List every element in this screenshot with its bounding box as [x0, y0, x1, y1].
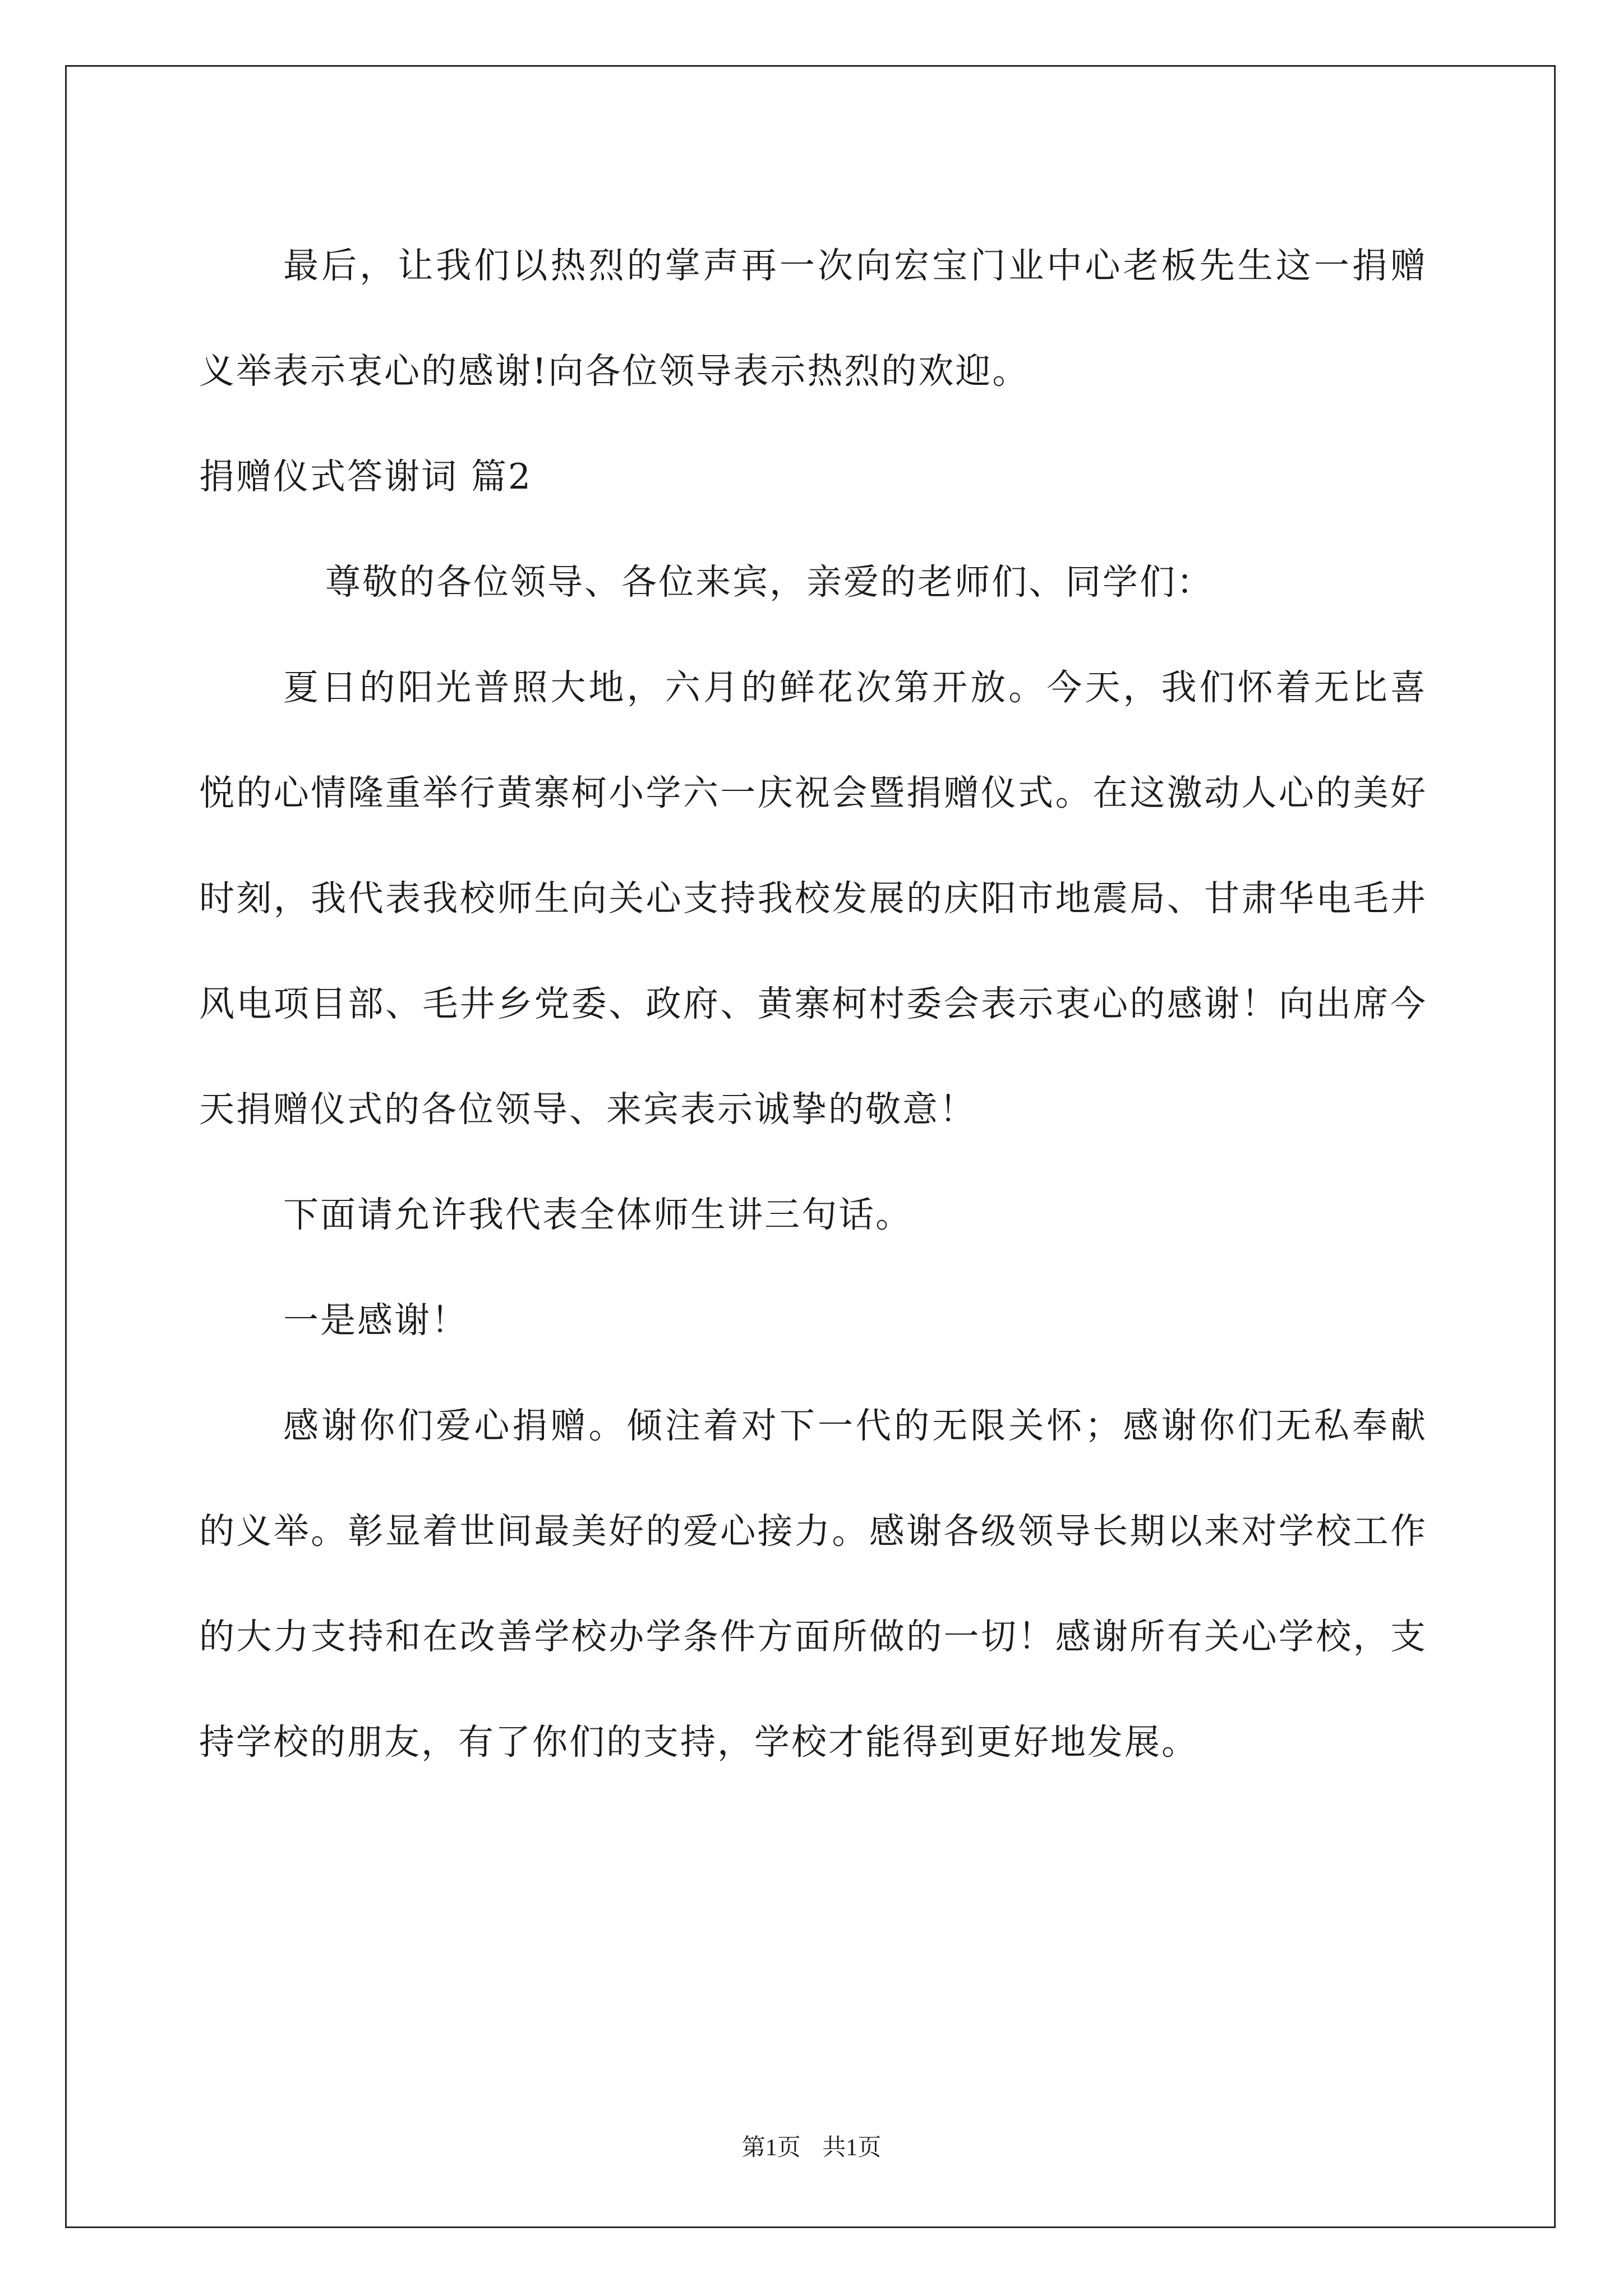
page-footer: [0, 2129, 1623, 2162]
salutation: 尊敬的各位领导、各位来宾，亲爱的老师们、同学们：: [325, 562, 1214, 602]
document-body: [199, 213, 1427, 1795]
section-heading: 捐赠仪式答谢词 篇2: [199, 456, 533, 497]
page-number: 第1页: [741, 2135, 801, 2161]
paragraph-point-one: 一是感谢！: [283, 1300, 468, 1341]
paragraph-thanks: 感谢你们爱心捐赠。倾注着对下一代的无限关怀；感谢你们无私奉献的义举。彰显着世间最美好的爱心接力。感谢各级领导长期以来对学校工作的大力支持和在改善学校办学条件方面所做的一切！感谢所有关心学校，支持学校的朋友，有了你们的支持，学校才能得到更好地发展。: [199, 1405, 1427, 1763]
page-total: 共1页: [822, 2135, 882, 2161]
paragraph-opening: 夏日的阳光普照大地，六月的鲜花次第开放。今天，我们怀着无比喜悦的心情隆重举行黄寨柯小学六一庆祝会暨捐赠仪式。在这激动人心的美好时刻，我代表我校师生向关心支持我校发展的庆阳市地震局、甘肃华电毛井风电项目部、毛井乡党委、政府、黄寨柯村委会表示衷心的感谢！向出席今天捐赠仪式的各位领导、来宾表示诚挚的敬意！: [199, 667, 1427, 1130]
paragraph-closing: 最后，让我们以热烈的掌声再一次向宏宝门业中心老板先生这一捐赠义举表示衷心的感谢!向各位领导表示热烈的欢迎。: [199, 245, 1427, 392]
paragraph-intro: 下面请允许我代表全体师生讲三句话。: [283, 1194, 912, 1235]
